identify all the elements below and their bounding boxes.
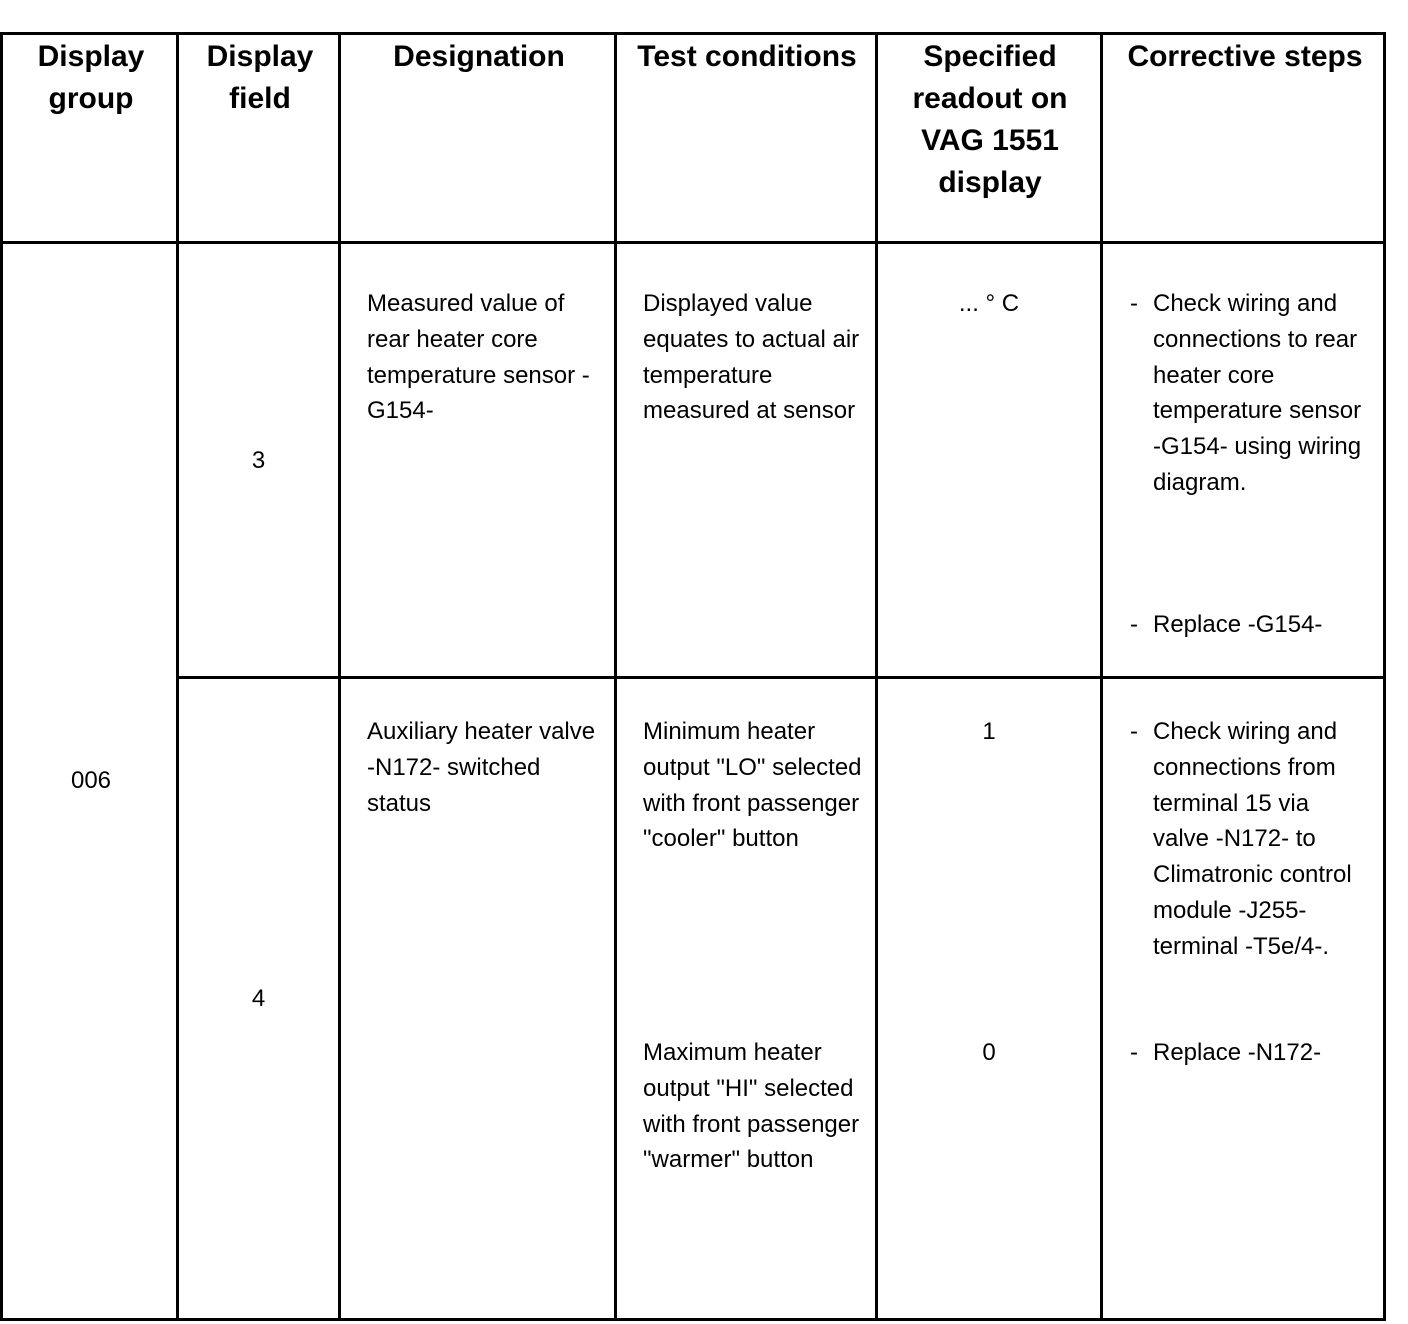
header-designation: Designation [393, 40, 565, 73]
corrective-step [1130, 607, 1370, 647]
display-field-value: 3 [251, 447, 266, 474]
row-divider [177, 676, 1386, 679]
header-specified-readout: Specified readout on VAG 1551 display [912, 40, 1068, 199]
corrective-step [1130, 714, 1370, 1004]
table-top-border [0, 32, 1386, 35]
step-bullet: - [1130, 1039, 1138, 1066]
step-text: Replace -N172- [1153, 1039, 1322, 1066]
header-display-group: Display group [37, 40, 145, 115]
step-bullet: - [1130, 718, 1138, 745]
step-bullet: - [1130, 611, 1138, 638]
specified-readout-value: 0 [982, 1039, 996, 1066]
table-left-border [0, 32, 3, 1321]
step-text: Replace -G154- [1153, 611, 1323, 638]
header-bottom-border [0, 241, 1386, 244]
corrective-step [1130, 1035, 1370, 1075]
diagnostic-table [0, 32, 1386, 1321]
corrective-step [1130, 286, 1370, 576]
step-text: Check wiring and connections to rear heater core temperature sensor -G154- using wiring diagram. [1153, 290, 1362, 496]
designation-text: Auxiliary heater valve -N172- switched status [367, 718, 596, 817]
test-condition-text: Maximum heater output "HI" selected with front passenger "warmer" button [643, 1039, 860, 1174]
display-group-value: 006 [70, 767, 112, 794]
designation-text: Measured value of rear heater core temperature sensor -G154- [367, 290, 590, 425]
display-field-value: 4 [251, 985, 266, 1012]
test-condition-text: Displayed value equates to actual air temperature measured at sensor [643, 290, 860, 425]
test-condition-text: Minimum heater output "LO" selected with front passenger "cooler" button [643, 718, 862, 853]
table-bottom-border [0, 1318, 1386, 1321]
column-divider [614, 32, 617, 1321]
column-divider [1100, 32, 1103, 1321]
specified-readout-value: 1 [982, 718, 996, 745]
header-display-field: Display field [206, 40, 314, 115]
column-divider [875, 32, 878, 1321]
step-bullet: - [1130, 290, 1138, 317]
column-divider [176, 32, 179, 1321]
step-text: Check wiring and connections from terminal 15 via valve -N172- to Climatronic control module -J255- terminal -T5e/4-. [1153, 718, 1352, 960]
specified-readout-value: ... ° C [958, 290, 1020, 317]
header-corrective-steps: Corrective steps [1127, 40, 1363, 73]
table-right-border [1383, 32, 1386, 1321]
column-divider [338, 32, 341, 1321]
header-test-conditions: Test conditions [637, 40, 857, 73]
